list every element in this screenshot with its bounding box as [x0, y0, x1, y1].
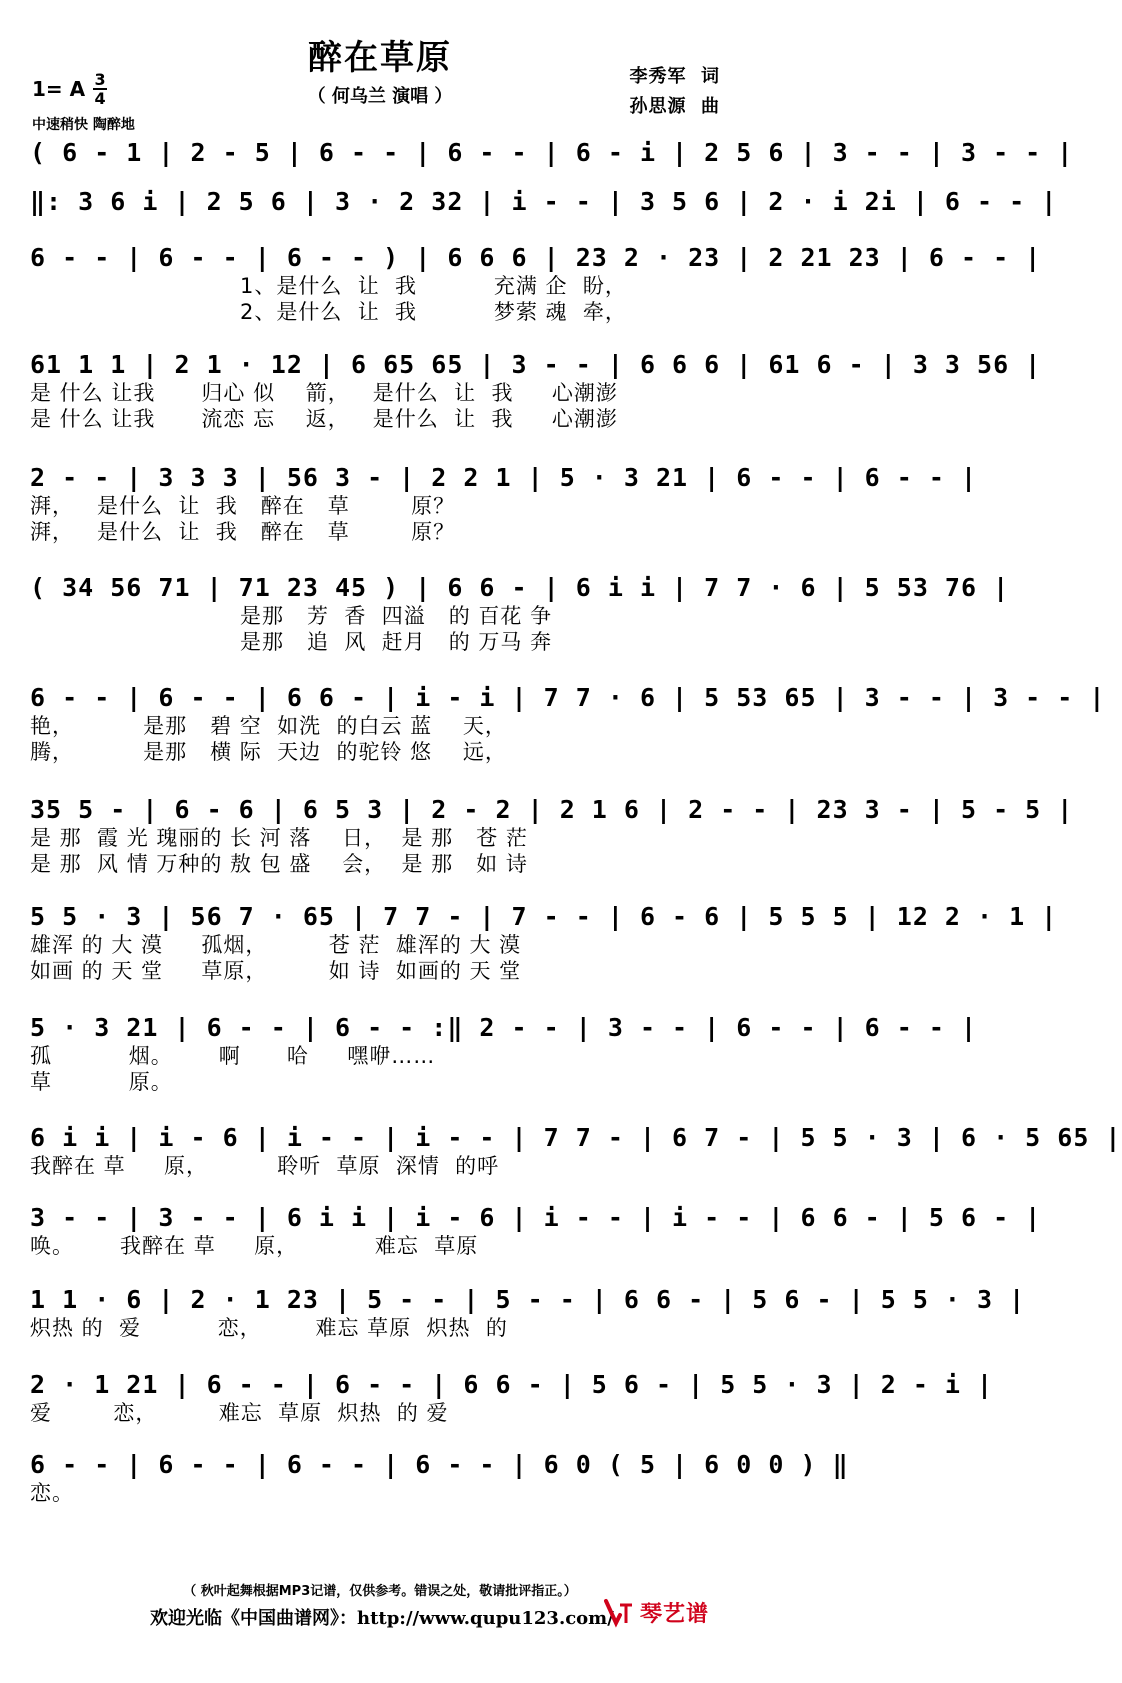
notation-line: ( 34 56 71 | 71 23 45 ) | 6 6 - | 6 i i | 7 7 · 6 | 5 53 76 |	[30, 573, 1010, 602]
key-signature	[32, 72, 107, 106]
score-system	[30, 350, 1042, 432]
lyric-line: 艳， 是那 碧 空 如洗 的白云 蓝 天，	[30, 714, 507, 738]
notation-line: 6 - - | 6 - - | 6 - - ) | 6 6 6 | 23 2 · 23 | 2 21 23 | 6 - - |	[30, 243, 1042, 272]
lyric-line: 是 什么 让我 流恋 忘 返， 是什么 让 我 心潮澎	[30, 407, 618, 431]
lyric-line: 是那 芳 香 四溢 的 百花 争	[240, 604, 553, 628]
site-logo	[602, 1592, 712, 1632]
lyric-line: 孤 烟。 啊 哈 嘿咿……	[30, 1044, 436, 1068]
lyric-line: 唤。 我醉在 草 原， 难忘 草原	[30, 1234, 479, 1258]
lyric-line: 草 原。	[30, 1070, 173, 1094]
lyric-line: 炽热 的 爱 恋， 难忘 草原 炽热 的	[30, 1316, 508, 1340]
notation-line: 5 5 · 3 | 56 7 · 65 | 7 7 - | 7 - - | 6 - 6 | 5 5 5 | 12 2 · 1 |	[30, 902, 1058, 931]
notation-line: 2 - - | 3 3 3 | 56 3 - | 2 2 1 | 5 · 3 21 | 6 - - | 6 - - |	[30, 463, 978, 492]
lyric-line: 恋。	[30, 1481, 74, 1505]
time-signature-top: 3	[94, 70, 106, 89]
key-label: 1= A	[32, 77, 86, 101]
notation-line: 6 - - | 6 - - | 6 - - | 6 - - | 6 0 ( 5 | 6 0 0 ) ‖	[30, 1450, 849, 1479]
logo-text: 琴艺谱	[640, 1601, 710, 1627]
lyric-line: 如画 的 天 堂 草原， 如 诗 如画的 天 堂	[30, 959, 522, 983]
notation-line: 5 · 3 21 | 6 - - | 6 - - :‖ 2 - - | 3 - - | 6 - - | 6 - - |	[30, 1013, 978, 1042]
notation-line: 61 1 1 | 2 1 · 12 | 6 65 65 | 3 - - | 6 6 6 | 61 6 - | 3 3 56 |	[30, 350, 1042, 379]
score-system	[30, 1370, 994, 1426]
lyricist-credit: 李秀军 词	[629, 66, 720, 87]
score-system	[30, 1013, 978, 1095]
notation-line: 2 · 1 21 | 6 - - | 6 - - | 6 6 - | 5 6 - | 5 5 · 3 | 2 - i |	[30, 1370, 994, 1399]
notation-line: 35 5 - | 6 - 6 | 6 5 3 | 2 - 2 | 2 1 6 | 2 - - | 23 3 - | 5 - 5 |	[30, 795, 1074, 824]
lyric-line: 是 那 霞 光 瑰丽的 长 河 落 日， 是 那 苍 茫	[30, 826, 528, 850]
score-system	[30, 683, 1106, 765]
website-welcome: 欢迎光临《中国曲谱网》：http://www.qupu123.com/	[150, 1608, 614, 1629]
composer-credit: 孙思源 曲	[629, 96, 720, 117]
score-system	[30, 795, 1074, 877]
transcription-footnote: （ 秋叶起舞根据MP3记谱，仅供参考。错误之处，敬请批评指正。）	[183, 1584, 577, 1599]
lyric-line: 1、是什么 让 我 充满 企 盼，	[240, 274, 627, 298]
notation-line: 3 - - | 3 - - | 6 i i | i - 6 | i - - | i - - | 6 6 - | 5 6 - |	[30, 1203, 1042, 1232]
lyric-line: 湃， 是什么 让 我 醉在 草 原？	[30, 520, 456, 544]
score-system	[30, 1285, 1026, 1341]
lyric-line: 2、是什么 让 我 梦萦 魂 牵，	[240, 300, 627, 324]
notation-line: ‖: 3 6 i | 2 5 6 | 3 · 2 32 | i - - | 3 5 6 | 2 · i 2i | 6 - - |	[30, 187, 1058, 216]
logo-icon	[602, 1595, 636, 1629]
lyric-line: 腾， 是那 横 际 天边 的驼铃 悠 远，	[30, 740, 507, 764]
performer-line: （ 何乌兰 演唱 ）	[307, 86, 453, 107]
lyric-line: 是那 追 风 赶月 的 万马 奔	[240, 630, 553, 654]
notation-line: 6 i i | i - 6 | i - - | i - - | 7 7 - | 6 7 - | 5 5 · 3 | 6 · 5 65 |	[30, 1123, 1122, 1152]
notation-line: 6 - - | 6 - - | 6 6 - | i - i | 7 7 · 6 | 5 53 65 | 3 - - | 3 - - |	[30, 683, 1106, 712]
notation-line: ( 6 - 1 | 2 - 5 | 6 - - | 6 - - | 6 - i | 2 5 6 | 3 - - | 3 - - |	[30, 138, 1074, 167]
song-title: 醉在草原	[308, 38, 452, 78]
score-system	[30, 1203, 1042, 1259]
lyric-line: 雄浑 的 大 漠 孤烟， 苍 茫 雄浑的 大 漠	[30, 933, 522, 957]
score-system	[30, 1450, 849, 1506]
score-system	[30, 463, 978, 545]
score-system	[30, 187, 1058, 217]
score-system	[30, 902, 1058, 984]
score-system	[30, 573, 1010, 655]
lyric-line: 爱 恋， 难忘 草原 炽热 的 爱	[30, 1401, 449, 1425]
lyric-line: 是 那 风 情 万种的 敖 包 盛 会， 是 那 如 诗	[30, 852, 528, 876]
lyric-line: 是 什么 让我 归心 似 箭， 是什么 让 我 心潮澎	[30, 381, 618, 405]
time-signature	[93, 72, 107, 106]
notation-line: 1 1 · 6 | 2 · 1 23 | 5 - - | 5 - - | 6 6 - | 5 6 - | 5 5 · 3 |	[30, 1285, 1026, 1314]
lyric-line: 湃， 是什么 让 我 醉在 草 原？	[30, 494, 456, 518]
score-system	[30, 1123, 1122, 1179]
lyric-line: 我醉在 草 原， 聆听 草原 深情 的呼	[30, 1154, 500, 1178]
time-signature-bottom: 4	[94, 89, 106, 108]
score-system	[30, 138, 1074, 168]
tempo-marking: 中速稍快 陶醉地	[32, 117, 135, 133]
score-system	[30, 243, 1042, 325]
